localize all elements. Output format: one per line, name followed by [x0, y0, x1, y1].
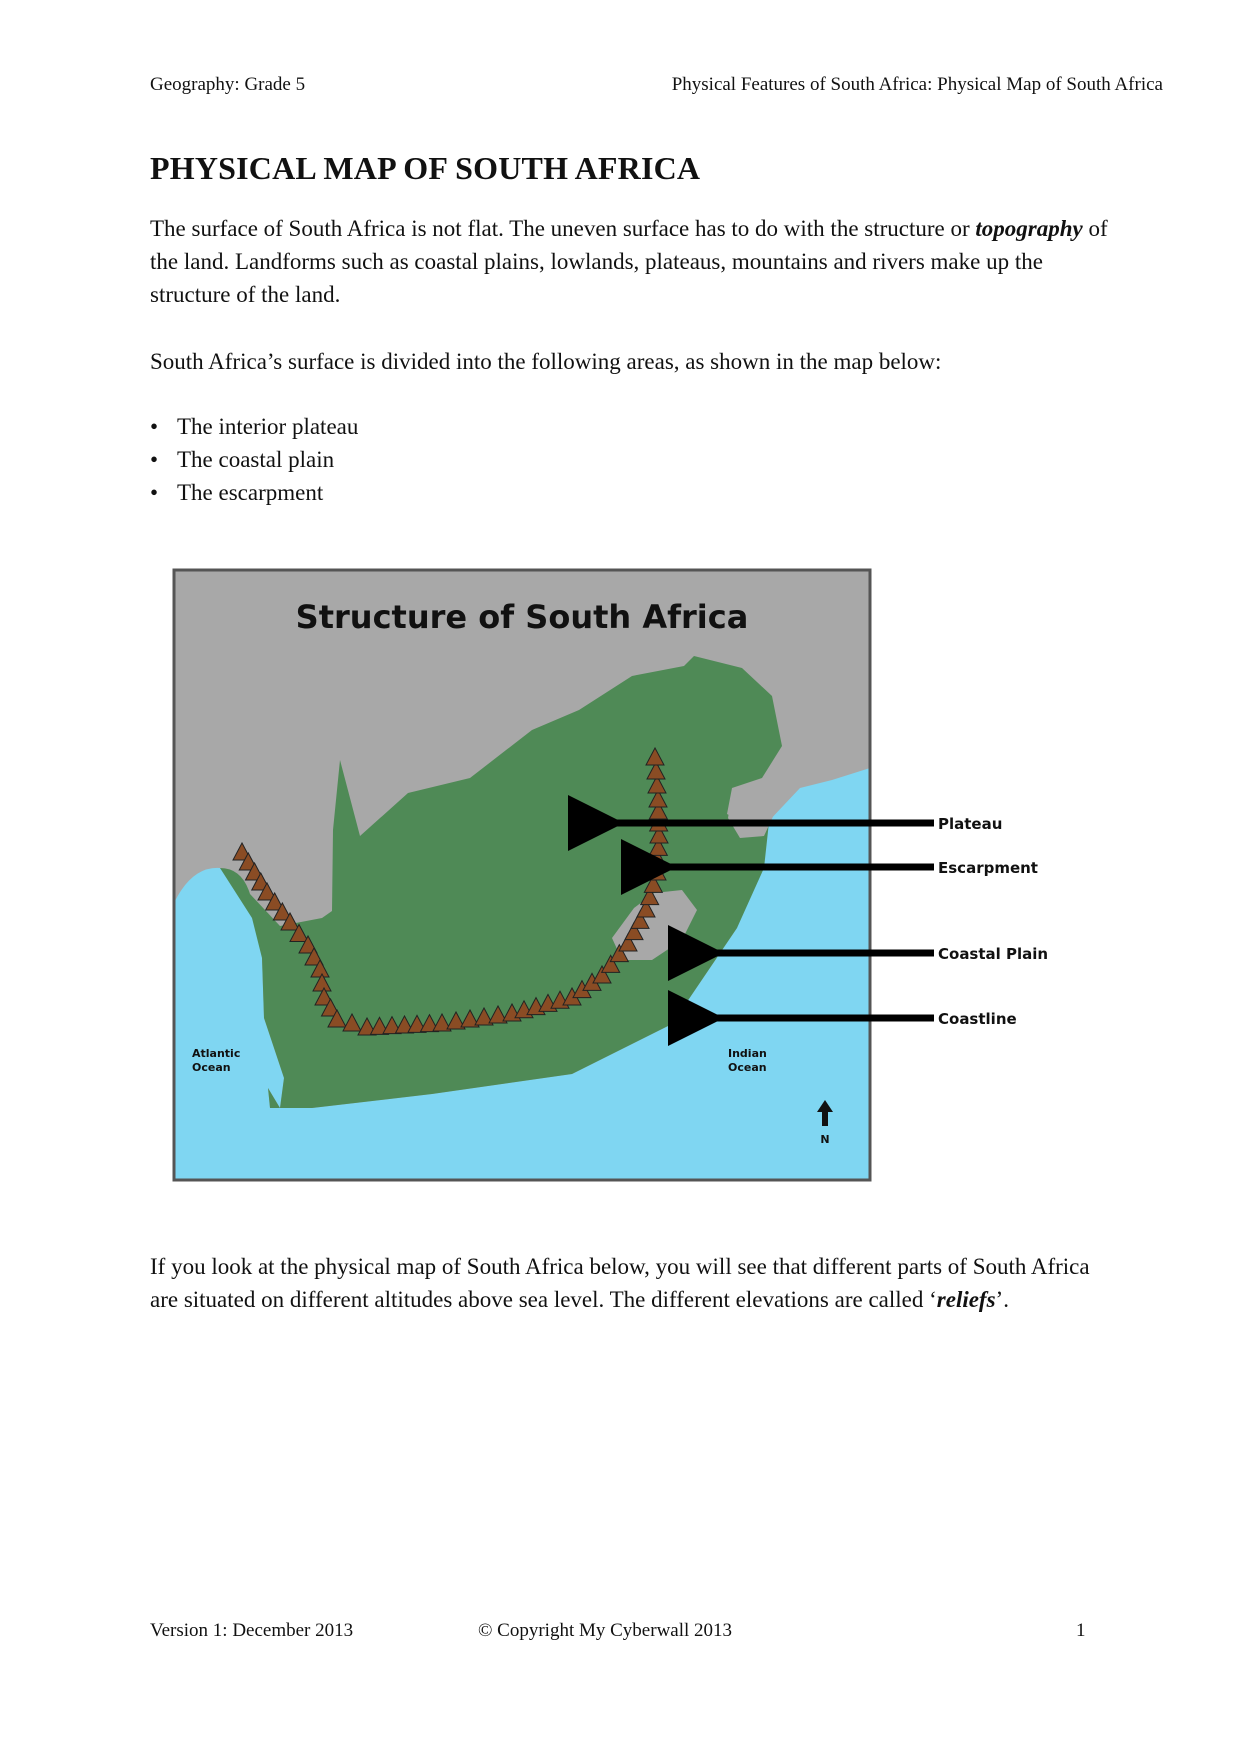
- north-label: N: [820, 1133, 830, 1146]
- atlantic-ocean-label: Atlantic: [192, 1047, 241, 1060]
- page-title: PHYSICAL MAP OF SOUTH AFRICA: [150, 150, 701, 186]
- areas-list: [150, 410, 358, 509]
- reliefs-paragraph: If you look at the physical map of South Africa below, you will see that different parts of South Africa are situated on different altitudes above sea level. The different elevations are called ‘reliefs’.: [150, 1254, 1090, 1312]
- indian-ocean-label: Indian: [728, 1047, 767, 1060]
- coastline-label: Coastline: [938, 1010, 1017, 1028]
- list-item: • The escarpment: [150, 476, 358, 509]
- intro-paragraph: The surface of South Africa is not flat. The uneven surface has to do with the structure or topography of the land. Landforms such as coastal plains, lowlands, plateaus, mountains and rivers make up the structure of the land.: [150, 216, 1108, 307]
- term-reliefs: reliefs: [936, 1287, 996, 1312]
- indian-ocean-label: Ocean: [728, 1061, 767, 1074]
- footer-version: Version 1: December 2013: [150, 1620, 354, 1641]
- map-title: Structure of South Africa: [295, 598, 749, 636]
- areas-intro-paragraph: South Africa’s surface is divided into the following areas, as shown in the map below:: [150, 349, 942, 374]
- page-number: 1: [1076, 1620, 1086, 1641]
- term-topography: topography: [975, 216, 1083, 241]
- coastal-plain-label: Coastal Plain: [938, 945, 1049, 963]
- list-item: • The interior plateau: [150, 410, 358, 443]
- escarpment-label: Escarpment: [938, 859, 1038, 877]
- atlantic-ocean-label: Ocean: [192, 1061, 231, 1074]
- header-subject: Geography: Grade 5: [150, 74, 306, 95]
- footer-copyright: © Copyright My Cyberwall 2013: [478, 1620, 733, 1641]
- plateau-label: Plateau: [938, 815, 1003, 833]
- structure-map: [172, 568, 1072, 1188]
- header-topic: Physical Features of South Africa: Physical Map of South Africa: [671, 74, 1163, 95]
- list-item: • The coastal plain: [150, 443, 358, 476]
